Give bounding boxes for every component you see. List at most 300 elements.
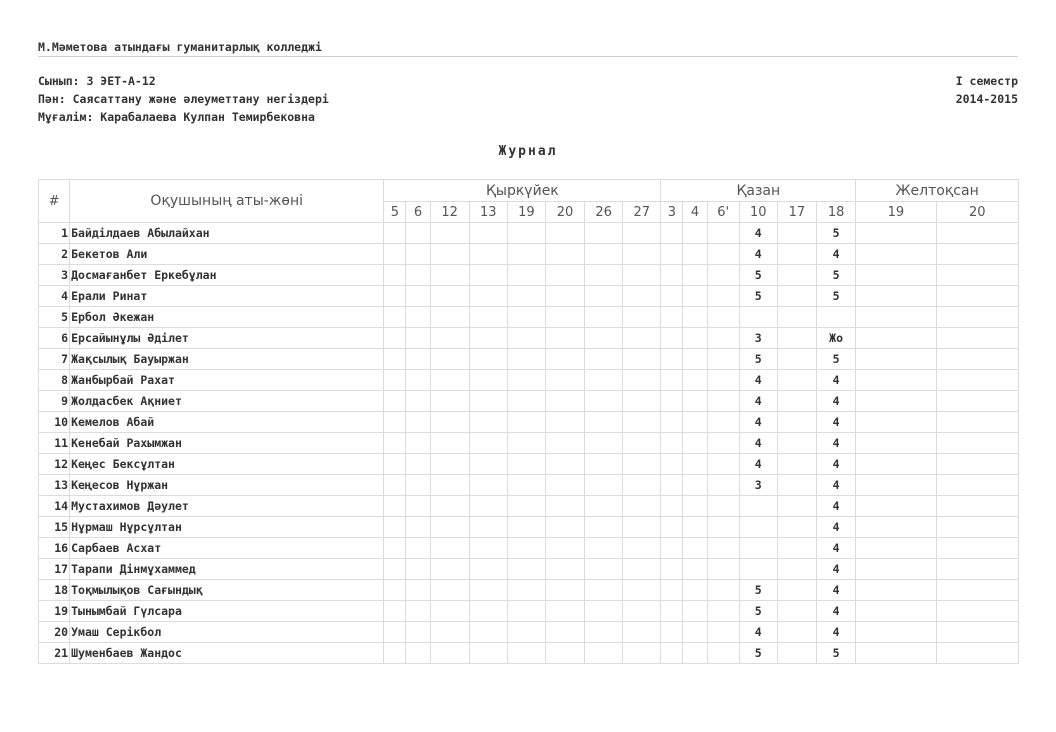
grade-cell: [430, 433, 469, 454]
grade-cell: [545, 328, 584, 349]
grade-cell: [545, 517, 584, 538]
grade-cell: 4: [816, 622, 855, 643]
grade-cell: [545, 286, 584, 307]
number-column-header: #: [39, 180, 70, 223]
grade-cell: [507, 643, 545, 664]
grade-cell: [683, 559, 707, 580]
grade-cell: [777, 475, 816, 496]
grade-cell: [384, 475, 406, 496]
table-row: [39, 517, 1019, 538]
grade-cell: [623, 433, 661, 454]
grade-cell: Жо: [816, 328, 855, 349]
grade-cell: 5: [739, 601, 777, 622]
grade-cell: 4: [816, 580, 855, 601]
grade-cell: [545, 622, 584, 643]
grade-cell: [469, 328, 507, 349]
grade-cell: [384, 412, 406, 433]
day-header: 3: [661, 202, 683, 223]
grade-cell: [406, 307, 430, 328]
grade-cell: [856, 475, 936, 496]
row-number: 4: [39, 286, 70, 307]
grade-cell: [683, 223, 707, 244]
grade-cell: [430, 328, 469, 349]
grade-cell: [430, 265, 469, 286]
grade-cell: [856, 538, 936, 559]
grade-cell: 3: [739, 475, 777, 496]
grade-cell: [623, 286, 661, 307]
grade-cell: [545, 475, 584, 496]
grade-cell: [856, 517, 936, 538]
grade-cell: [406, 370, 430, 391]
row-number: 20: [39, 622, 70, 643]
grade-cell: [623, 454, 661, 475]
teacher-line: Мұғалім: Карабалаева Кулпан Темирбековна: [38, 110, 315, 124]
table-row: [39, 580, 1019, 601]
grade-cell: [545, 559, 584, 580]
grade-cell: [384, 559, 406, 580]
grade-cell: [707, 349, 739, 370]
grade-cell: [623, 559, 661, 580]
student-name: Жолдасбек Ақниет: [70, 391, 384, 412]
grade-cell: [683, 517, 707, 538]
grade-cell: [856, 580, 936, 601]
row-number: 16: [39, 538, 70, 559]
grade-cell: [469, 601, 507, 622]
grade-cell: 5: [816, 643, 855, 664]
table-row: [39, 244, 1019, 265]
grade-cell: [707, 601, 739, 622]
grade-cell: [469, 580, 507, 601]
grade-cell: [585, 349, 623, 370]
grade-cell: [430, 223, 469, 244]
grade-cell: [856, 622, 936, 643]
grade-cell: [777, 328, 816, 349]
grade-cell: [469, 349, 507, 370]
grade-cell: [469, 244, 507, 265]
grade-cell: [777, 307, 816, 328]
student-name: Досмағанбет Еркебұлан: [70, 265, 384, 286]
grade-cell: [406, 580, 430, 601]
grade-cell: [384, 349, 406, 370]
grade-cell: [707, 496, 739, 517]
grade-cell: [507, 412, 545, 433]
grade-cell: [406, 286, 430, 307]
grade-cell: [623, 307, 661, 328]
grade-cell: 4: [739, 244, 777, 265]
grade-cell: 4: [816, 538, 855, 559]
grade-cell: [777, 538, 816, 559]
grade-cell: [661, 580, 683, 601]
grade-cell: [507, 475, 545, 496]
grade-cell: [936, 475, 1018, 496]
student-name-column-header: Оқушының аты-жөні: [70, 180, 384, 223]
grade-cell: [545, 601, 584, 622]
grade-cell: [683, 643, 707, 664]
grade-cell: [430, 601, 469, 622]
grade-cell: [739, 538, 777, 559]
grade-cell: [585, 286, 623, 307]
grade-cell: [661, 454, 683, 475]
grade-cell: [707, 265, 739, 286]
grade-cell: 5: [739, 349, 777, 370]
table-row: [39, 286, 1019, 307]
grade-cell: [384, 622, 406, 643]
table-row: [39, 349, 1019, 370]
day-header: 5: [384, 202, 406, 223]
journal-body: [39, 223, 1019, 664]
grade-cell: [585, 370, 623, 391]
academic-year: 2014-2015: [955, 92, 1018, 106]
grade-cell: [384, 496, 406, 517]
grade-cell: [707, 580, 739, 601]
grade-cell: 5: [816, 349, 855, 370]
grade-cell: [507, 433, 545, 454]
subject-line: Пән: Саясаттану және әлеуметтану негіздері: [38, 92, 329, 106]
grade-cell: [406, 475, 430, 496]
grade-cell: [777, 601, 816, 622]
grade-cell: [585, 475, 623, 496]
grade-cell: [661, 538, 683, 559]
grade-cell: [545, 223, 584, 244]
grade-cell: [507, 307, 545, 328]
grade-cell: [469, 391, 507, 412]
grade-cell: [623, 580, 661, 601]
grade-cell: [406, 391, 430, 412]
row-number: 10: [39, 412, 70, 433]
grade-cell: [623, 475, 661, 496]
grade-cell: [469, 538, 507, 559]
grade-cell: [777, 391, 816, 412]
grade-cell: [430, 517, 469, 538]
grade-cell: [469, 496, 507, 517]
grade-cell: [936, 307, 1018, 328]
row-number: 19: [39, 601, 70, 622]
grade-cell: [936, 391, 1018, 412]
grade-cell: [683, 622, 707, 643]
table-row: [39, 412, 1019, 433]
grade-cell: [936, 517, 1018, 538]
grade-cell: [936, 412, 1018, 433]
row-number: 9: [39, 391, 70, 412]
grade-cell: 4: [816, 244, 855, 265]
grade-cell: [406, 244, 430, 265]
table-row: [39, 622, 1019, 643]
grade-cell: [430, 475, 469, 496]
grade-cell: [707, 454, 739, 475]
grade-cell: [739, 307, 777, 328]
grade-cell: [623, 496, 661, 517]
day-header: 4: [683, 202, 707, 223]
grade-cell: [936, 643, 1018, 664]
grade-cell: [683, 328, 707, 349]
grade-cell: [683, 496, 707, 517]
grade-cell: [545, 580, 584, 601]
grade-cell: [585, 328, 623, 349]
grade-cell: [430, 622, 469, 643]
grade-cell: [384, 391, 406, 412]
grade-cell: [856, 265, 936, 286]
grade-cell: [936, 538, 1018, 559]
grade-cell: [507, 370, 545, 391]
grade-cell: [661, 496, 683, 517]
grade-cell: 5: [816, 265, 855, 286]
grade-cell: [545, 370, 584, 391]
semester-label: I семестр: [955, 74, 1018, 88]
grade-cell: 4: [739, 622, 777, 643]
grade-cell: [469, 265, 507, 286]
day-header: 18: [816, 202, 855, 223]
grade-cell: [507, 580, 545, 601]
grade-cell: 3: [739, 328, 777, 349]
row-number: 13: [39, 475, 70, 496]
grade-cell: [683, 265, 707, 286]
grade-cell: [507, 454, 545, 475]
day-header: 10: [739, 202, 777, 223]
grade-cell: [430, 538, 469, 559]
grade-cell: 4: [739, 391, 777, 412]
grade-cell: [406, 622, 430, 643]
grade-cell: 4: [739, 370, 777, 391]
row-number: 21: [39, 643, 70, 664]
grade-cell: [406, 517, 430, 538]
grade-cell: [545, 643, 584, 664]
day-header: 20: [545, 202, 584, 223]
grade-cell: [856, 643, 936, 664]
month-header: Желтоқсан: [856, 180, 1019, 202]
grade-cell: [585, 391, 623, 412]
grade-cell: [430, 412, 469, 433]
grade-cell: [430, 370, 469, 391]
grade-cell: [406, 412, 430, 433]
student-name: Нұрмаш Нұрсұлтан: [70, 517, 384, 538]
day-header: 27: [623, 202, 661, 223]
grade-cell: [406, 601, 430, 622]
day-header: 6: [406, 202, 430, 223]
grade-cell: [469, 622, 507, 643]
grade-cell: [623, 391, 661, 412]
grade-cell: [856, 412, 936, 433]
row-number: 17: [39, 559, 70, 580]
grade-cell: [430, 307, 469, 328]
grade-cell: [661, 433, 683, 454]
grade-cell: [816, 307, 855, 328]
grade-cell: [507, 559, 545, 580]
grade-cell: [430, 454, 469, 475]
student-name: Ерсайынұлы Әділет: [70, 328, 384, 349]
table-row: [39, 307, 1019, 328]
row-number: 6: [39, 328, 70, 349]
grade-cell: [661, 286, 683, 307]
grade-cell: 5: [739, 580, 777, 601]
grade-cell: [545, 412, 584, 433]
student-name: Тоқмылықов Сағындық: [70, 580, 384, 601]
row-number: 15: [39, 517, 70, 538]
grade-cell: 4: [739, 412, 777, 433]
grade-cell: [469, 517, 507, 538]
table-row: [39, 391, 1019, 412]
table-row: [39, 643, 1019, 664]
grade-cell: [507, 622, 545, 643]
grade-cell: [856, 349, 936, 370]
grade-cell: [936, 349, 1018, 370]
grade-cell: [661, 349, 683, 370]
grade-cell: [623, 244, 661, 265]
grade-cell: 5: [739, 643, 777, 664]
grade-cell: [936, 601, 1018, 622]
grade-cell: [406, 496, 430, 517]
grade-cell: [384, 286, 406, 307]
course-info: [38, 72, 329, 126]
grade-cell: 4: [816, 454, 855, 475]
grade-cell: [856, 433, 936, 454]
grade-cell: [777, 622, 816, 643]
grade-cell: [683, 601, 707, 622]
student-name: Бекетов Али: [70, 244, 384, 265]
grade-cell: [707, 433, 739, 454]
grade-cell: [707, 307, 739, 328]
grade-cell: [469, 433, 507, 454]
row-number: 11: [39, 433, 70, 454]
grade-cell: [623, 328, 661, 349]
grade-cell: [777, 370, 816, 391]
grade-cell: [545, 454, 584, 475]
grade-cell: [430, 349, 469, 370]
grade-cell: 4: [739, 454, 777, 475]
grade-cell: [507, 328, 545, 349]
grade-cell: [585, 538, 623, 559]
grade-cell: 5: [739, 265, 777, 286]
grade-cell: [661, 328, 683, 349]
row-number: 1: [39, 223, 70, 244]
student-name: Тынымбай Гүлсара: [70, 601, 384, 622]
grade-cell: [777, 265, 816, 286]
grade-cell: [384, 601, 406, 622]
grade-cell: [856, 601, 936, 622]
month-header: Қыркүйек: [384, 180, 661, 202]
grade-cell: [777, 349, 816, 370]
grade-cell: [936, 622, 1018, 643]
grade-cell: [623, 370, 661, 391]
grade-cell: [661, 307, 683, 328]
grade-cell: [856, 391, 936, 412]
row-number: 12: [39, 454, 70, 475]
grade-cell: [585, 223, 623, 244]
grade-cell: 4: [816, 496, 855, 517]
grade-cell: [683, 307, 707, 328]
grade-cell: [406, 349, 430, 370]
grade-cell: [707, 391, 739, 412]
grade-cell: [936, 265, 1018, 286]
grade-cell: [777, 412, 816, 433]
grade-cell: [384, 517, 406, 538]
grade-cell: [384, 265, 406, 286]
grade-cell: [739, 517, 777, 538]
grade-cell: [777, 580, 816, 601]
student-name: Сарбаев Асхат: [70, 538, 384, 559]
grade-cell: [623, 643, 661, 664]
grade-cell: [469, 370, 507, 391]
term-info: [956, 72, 1018, 108]
table-row: [39, 559, 1019, 580]
grade-cell: [406, 223, 430, 244]
student-name: Тарапи Дінмұхаммед: [70, 559, 384, 580]
day-header: 17: [777, 202, 816, 223]
grade-cell: [545, 265, 584, 286]
grade-cell: [585, 244, 623, 265]
grade-cell: [507, 244, 545, 265]
row-number: 18: [39, 580, 70, 601]
grade-cell: [545, 433, 584, 454]
header-divider: [38, 56, 1018, 57]
student-name: Кенебай Рахымжан: [70, 433, 384, 454]
grade-cell: [507, 286, 545, 307]
student-name: Жанбырбай Рахат: [70, 370, 384, 391]
student-name: Шуменбаев Жандос: [70, 643, 384, 664]
table-row: [39, 370, 1019, 391]
grade-cell: [406, 454, 430, 475]
grade-cell: [777, 433, 816, 454]
grade-cell: [623, 601, 661, 622]
grade-cell: [683, 538, 707, 559]
grade-cell: [384, 580, 406, 601]
grade-cell: [707, 412, 739, 433]
grade-cell: [856, 307, 936, 328]
student-name: Кеңесов Нұржан: [70, 475, 384, 496]
student-name: Кемелов Абай: [70, 412, 384, 433]
grade-cell: [936, 328, 1018, 349]
grade-cell: [384, 244, 406, 265]
grade-cell: [777, 559, 816, 580]
grade-cell: [683, 286, 707, 307]
grade-cell: [707, 538, 739, 559]
grade-cell: [545, 391, 584, 412]
grade-cell: 5: [739, 286, 777, 307]
grade-cell: [707, 244, 739, 265]
grade-cell: [777, 223, 816, 244]
grade-cell: [936, 580, 1018, 601]
day-header: 13: [469, 202, 507, 223]
grade-cell: [545, 496, 584, 517]
day-header: 12: [430, 202, 469, 223]
grade-cell: [936, 496, 1018, 517]
table-row: [39, 454, 1019, 475]
grade-cell: [545, 538, 584, 559]
grade-cell: [430, 244, 469, 265]
grade-cell: [430, 496, 469, 517]
grade-cell: [507, 349, 545, 370]
grade-cell: [430, 391, 469, 412]
month-header-row: [39, 180, 1019, 202]
student-name: Мустахимов Дәулет: [70, 496, 384, 517]
grade-cell: [406, 643, 430, 664]
student-name: Жақсылық Бауыржан: [70, 349, 384, 370]
grade-cell: [507, 517, 545, 538]
grade-cell: [856, 286, 936, 307]
grade-cell: [707, 475, 739, 496]
grade-cell: [406, 433, 430, 454]
table-row: [39, 433, 1019, 454]
grade-cell: [683, 433, 707, 454]
grade-cell: [661, 601, 683, 622]
grade-cell: [430, 559, 469, 580]
grade-cell: [585, 433, 623, 454]
grade-cell: [469, 307, 507, 328]
grade-cell: [856, 496, 936, 517]
grade-cell: [430, 643, 469, 664]
grade-cell: [507, 391, 545, 412]
grade-cell: 4: [816, 559, 855, 580]
grade-cell: [406, 328, 430, 349]
